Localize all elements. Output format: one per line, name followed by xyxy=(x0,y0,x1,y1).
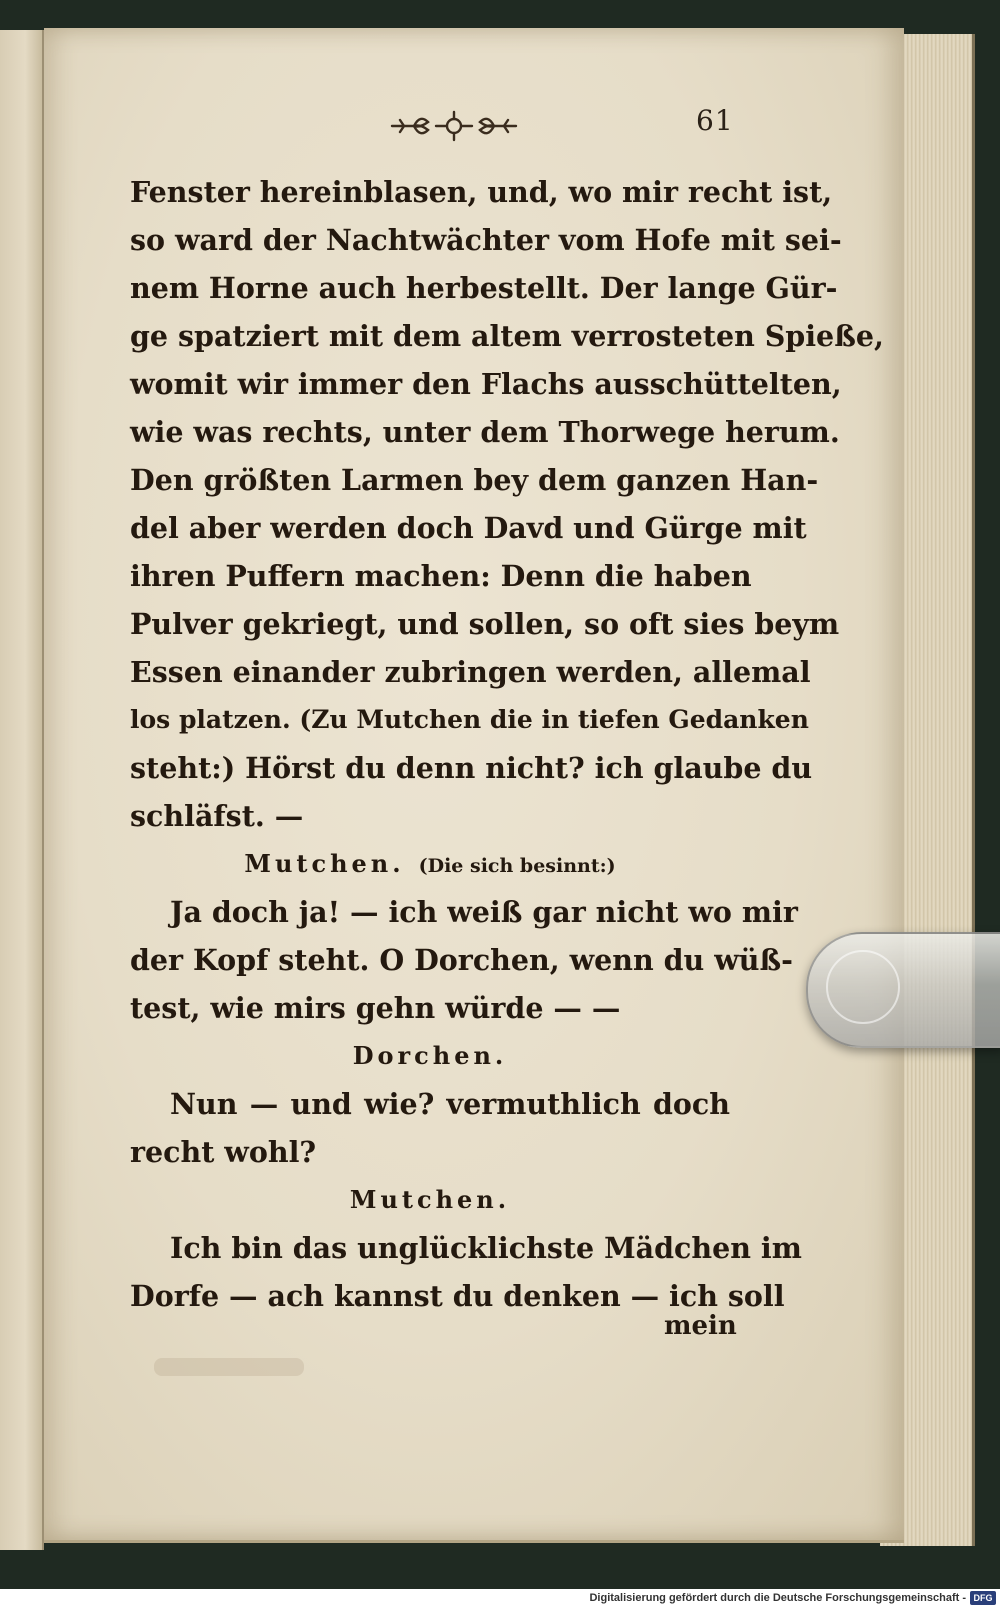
speaker-name: Dorchen. xyxy=(352,1041,508,1070)
text-line: so ward der Nachtwächter vom Hofe mit sei- xyxy=(130,223,842,257)
book-page xyxy=(44,28,904,1543)
catchword: mein xyxy=(664,1311,737,1341)
speaker-name: Mutchen. xyxy=(349,1185,511,1214)
speaker-heading xyxy=(130,1176,730,1224)
page-number: 61 xyxy=(696,104,734,137)
speech-line: Ja doch ja! — ich weiß gar nicht wo mir xyxy=(170,895,798,929)
funding-credit: Digitalisierung gefördert durch die Deutsche Forschungsgemeinschaft - xyxy=(589,1592,966,1604)
body-text xyxy=(130,168,884,1320)
stage-direction: (Die sich besinnt:) xyxy=(418,855,616,877)
text-line: womit wir immer den Flachs ausschüttelten, xyxy=(130,367,842,401)
speaker-name: Mutchen. xyxy=(244,849,405,878)
text-line: los platzen. (Zu Mutchen die in tiefen Gedanken xyxy=(130,705,809,734)
speech-line: test, wie mirs gehn würde — — xyxy=(130,991,621,1025)
text-line: nem Horne auch herbestellt. Der lange Gür- xyxy=(130,271,838,305)
show-through-mark xyxy=(154,1358,304,1376)
speaker-heading xyxy=(130,840,730,888)
speech-line: recht wohl? xyxy=(130,1135,317,1169)
text-line: wie was rechts, unter dem Thorwege herum. xyxy=(130,415,840,449)
speech-line: Dorfe — ach kannst du denken — ich soll xyxy=(130,1279,785,1313)
speech-line: Nun — und wie? vermuthlich doch xyxy=(170,1087,730,1121)
printer-ornament-icon xyxy=(384,106,524,146)
speech-line: der Kopf steht. O Dorchen, wenn du wüß- xyxy=(130,943,793,977)
text-line: Fenster hereinblasen, und, wo mir recht ist, xyxy=(130,175,833,209)
speaker-heading xyxy=(130,1032,730,1080)
speech-line: Ich bin das unglücklichste Mädchen im xyxy=(170,1231,802,1265)
text-line: Pulver gekriegt, und sollen, so oft sies beym xyxy=(130,607,840,641)
text-line: ihren Puffern machen: Denn die haben xyxy=(130,559,752,593)
footer-bar xyxy=(0,1589,1000,1607)
text-line: schläfst. — xyxy=(130,799,304,833)
text-line: Den größten Larmen bey dem ganzen Han- xyxy=(130,463,819,497)
text-line: ge spatziert mit dem altem verrosteten Spieße, xyxy=(130,319,884,353)
text-line: Essen einander zubringen werden, allemal xyxy=(130,655,811,689)
facing-page-edge xyxy=(0,30,44,1550)
text-line: steht:) Hörst du denn nicht? ich glaube du xyxy=(130,751,813,785)
text-line: del aber werden doch Davd und Gürge mit xyxy=(130,511,807,545)
page-clip xyxy=(806,932,1000,1048)
dfg-logo: DFG xyxy=(970,1591,996,1605)
